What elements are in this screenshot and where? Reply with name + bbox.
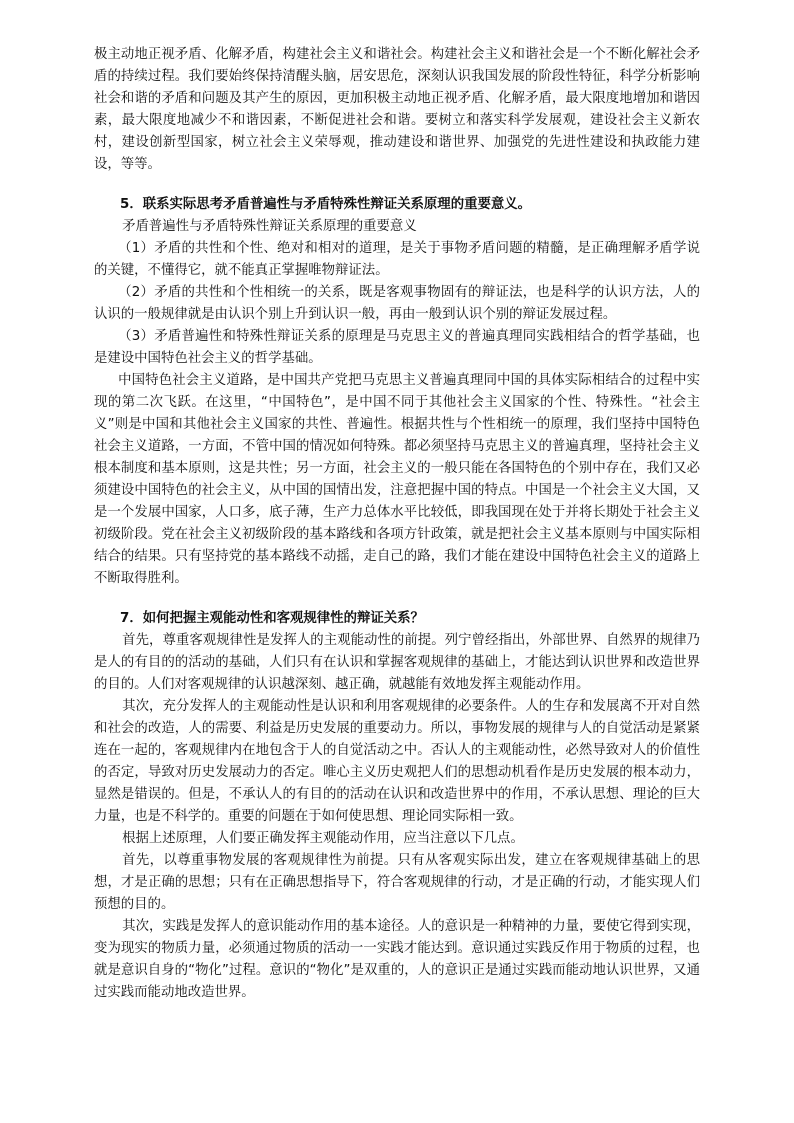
spacer	[94, 176, 700, 194]
section-5-paragraph: 中国特色社会主义道路，是中国共产党把马克思主义普遍真理同中国的具体实际相结合的过程中实现的第二次飞跃。在这里，“中国特色”，是中国不同于其他社会主义国家的个性、特殊性。“社会主义”则是中国和其他社会主义国家的共性、普遍性。根据共性与个性相统一的原理，我们坚持中国特色社会主义道路，一方面，不管中国的情况如何特殊。都必须坚持马克思主义的普遍真理，坚持社会主义根本制度和基本原则，这是共性；另一方面，社会主义的一般只能在各国特色的个别中存在，我们又必须建设中国特色的社会主义，从中国的国情出发，注意把握中国的特点。中国是一个社会主义大国，又是一个发展中国家，人口多，底子薄，生产力总体水平比较低，即我国现在处于并将长期处于社会主义初级阶段。党在社会主义初级阶段的基本路线和各项方针政策，就是把社会主义基本原则与中国实际相结合的结果。只有坚持党的基本路线不动摇，走自己的路，我们才能在建设中国特色社会主义的道路上不断取得胜利。	[94, 373, 700, 586]
section-5-subtitle: 矛盾普遍性与矛盾特殊性辩证关系原理的重要意义	[122, 219, 417, 234]
section-5-point-3: （3）矛盾普遍性和特殊性辩证关系的原理是马克思主义的普遍真理同实践相结合的哲学基础，也是建设中国特色社会主义的哲学基础。	[94, 329, 700, 366]
section-7-paragraph-1: 首先，尊重客观规律性是发挥人的主观能动性的前提。列宁曾经指出，外部世界、自然界的规律乃是人的有目的的活动的基础，人们只有在认识和掌握客观规律的基础上，才能达到认识世界和改造世界的目的。人们对客观规律的认识越深刻、越正确，就越能有效地发挥主观能动作用。	[94, 633, 700, 692]
intro-paragraph: 极主动地正视矛盾、化解矛盾，构建社会主义和谐社会。构建社会主义和谐社会是一个不断化解社会矛盾的持续过程。我们要始终保持清醒头脑，居安思危，深刻认识我国发展的阶段性特征，科学分析影响社会和谐的矛盾和问题及其产生的原因，更加积极主动地正视矛盾、化解矛盾，最大限度地增加和谐因素，最大限度地减少不和谐因素，不断促进社会和谐。要树立和落实科学发展观，建设社会主义新农村，建设创新型国家，树立社会主义荣辱观，推动建设和谐世界、加强党的先进性建设和执政能力建设，等等。	[94, 47, 700, 172]
document-page	[94, 44, 700, 1004]
section-5-point-1: （1）矛盾的共性和个性、绝对和相对的道理，是关于事物矛盾问题的精髓，是正确理解矛盾学说的关键，不懂得它，就不能真正掌握唯物辩证法。	[94, 241, 700, 278]
section-5-point-2: （2）矛盾的共性和个性相统一的关系，既是客观事物固有的辩证法，也是科学的认识方法，人的认识的一般规律就是由认识个别上升到认识一般，再由一般到认识个别的辩证发展过程。	[94, 285, 700, 322]
section-7-paragraph-2: 其次，充分发挥人的主观能动性是认识和利用客观规律的必要条件。人的生存和发展离不开对自然和社会的改造，人的需要、利益是历史发展的重要动力。所以，事物发展的规律与人的自觉活动是紧紧连在一起的，客观规律内在地包含于人的自觉活动之中。否认人的主观能动性，必然导致对人的价值性的否定，导致对历史发展动力的否定。唯心主义历史观把人们的思想动机看作是历史发展的根本动力，显然是错误的。但是，不承认人的有目的的活动在认识和改造世界中的作用，不承认思想、理论的巨大力量，也是不科学的。重要的问题在于如何使思想、理论同实际相一致。	[94, 699, 700, 824]
section-7-paragraph-5: 其次，实践是发挥人的意识能动作用的基本途径。人的意识是一种精神的力量，要使它得到实现，变为现实的物质力量，必须通过物质的活动一一实践才能达到。意识通过实践反作用于物质的过程，也就是意识自身的“物化”过程。意识的“物化”是双重的，人的意识正是通过实践而能动地认识世界，又通过实践而能动地改造世界。	[94, 919, 700, 1000]
spacer	[94, 590, 700, 608]
section-7-paragraph-3: 根据上述原理，人们要正确发挥主观能动作用，应当注意以下几点。	[122, 831, 524, 846]
section-7-heading: 7．如何把握主观能动性和客观规律性的辩证关系？	[120, 611, 424, 626]
section-5-heading: 5．联系实际思考矛盾普遍性与矛盾特殊性辩证关系原理的重要意义。	[120, 197, 532, 212]
section-7-paragraph-4: 首先，以尊重事物发展的客观规律性为前提。只有从客观实际出发，建立在客观规律基础上的思想，才是正确的思想；只有在正确思想指导下，符合客观规律的行动，才是正确的行动，才能实现人们预想的目的。	[94, 853, 700, 912]
